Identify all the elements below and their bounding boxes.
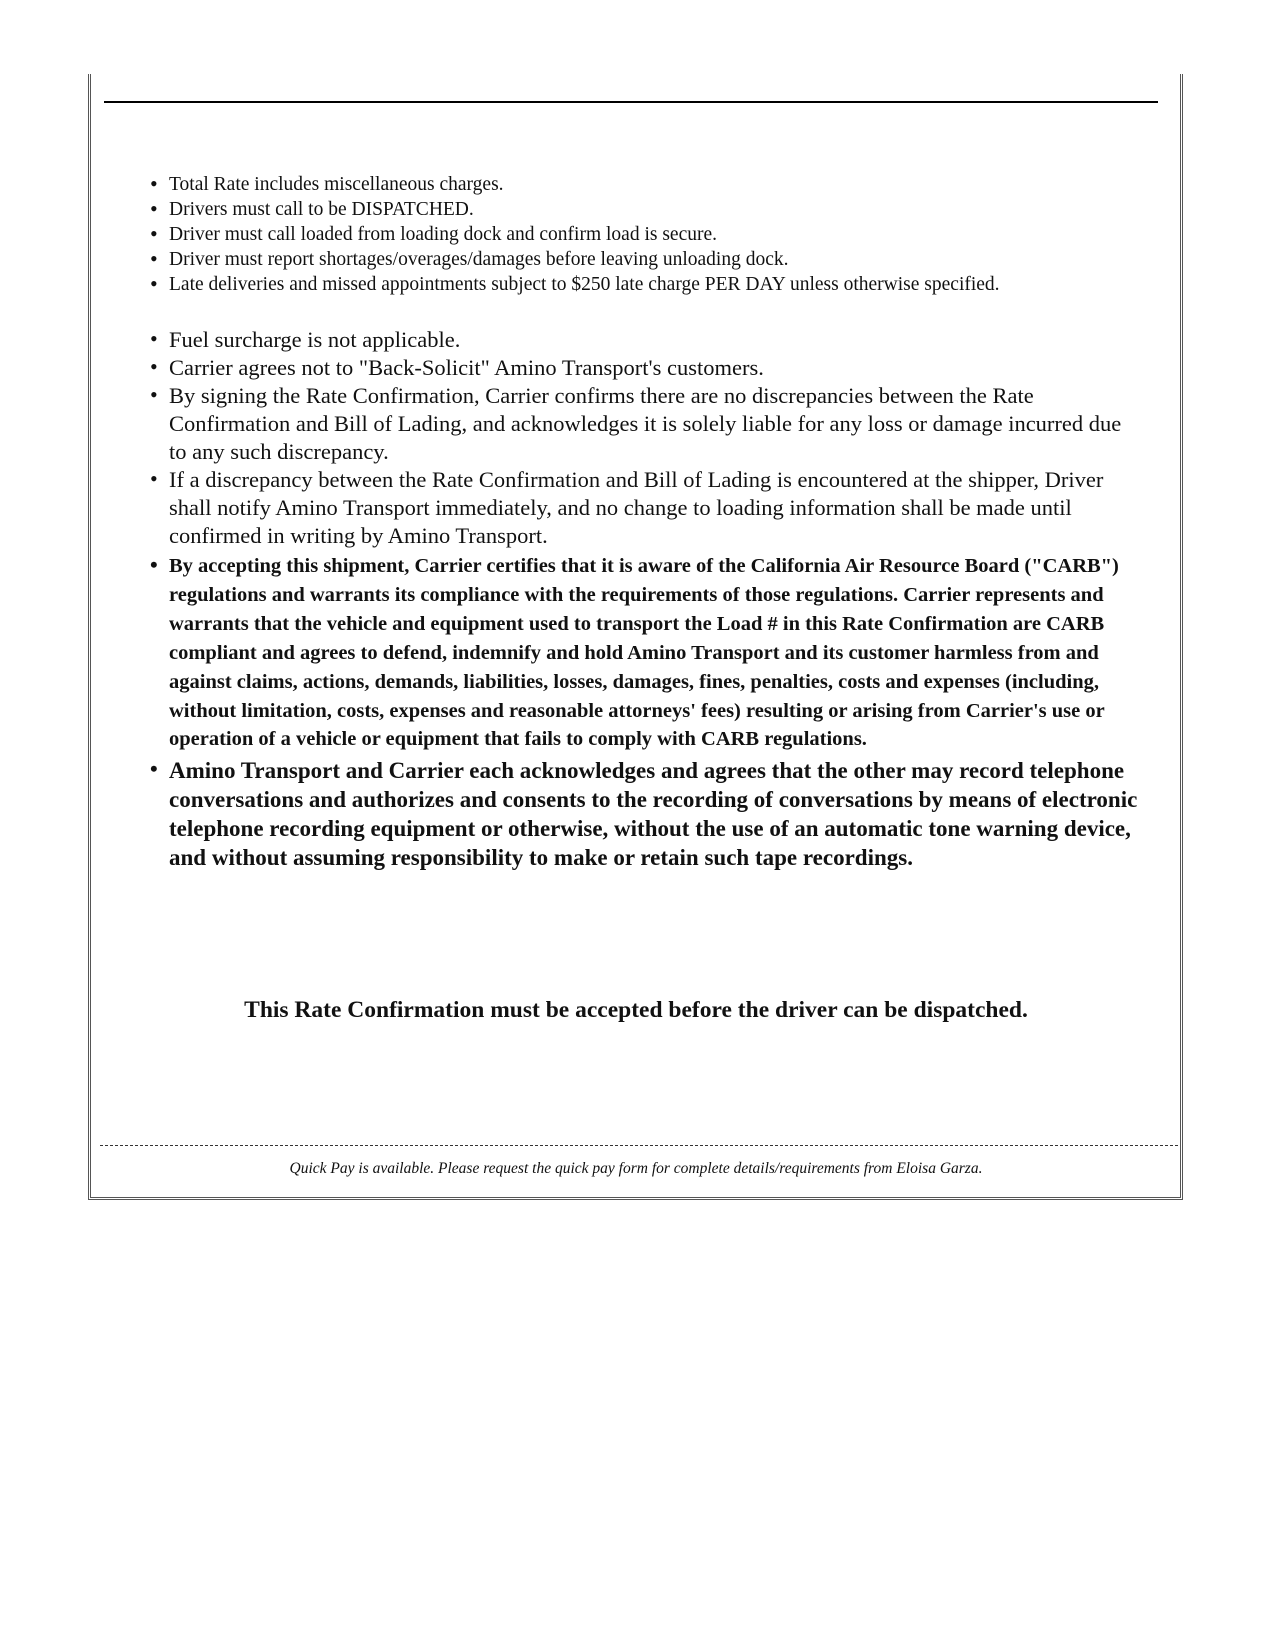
term-text: Late deliveries and missed appointments subject to $250 late charge PER DAY unless otherwise specified.	[169, 274, 1000, 295]
bullet-icon: •	[150, 221, 158, 246]
terms-list-large	[144, 326, 1144, 872]
bullet-icon: •	[150, 382, 158, 407]
bullet-icon: •	[150, 756, 158, 782]
bullet-icon: •	[150, 196, 158, 221]
term-text: By signing the Rate Confirmation, Carrier confirms there are no discrepancies between the Rate Confirmation and Bill of Lading, and acknowledges it is solely liable for any loss or damage incurred due to any such discrepancy.	[169, 383, 1122, 464]
horizontal-rule	[104, 101, 1158, 103]
quick-pay-note: Quick Pay is available. Please request the quick pay form for complete details/requirements from Eloisa Garza.	[289, 1160, 983, 1177]
list-item	[144, 466, 1144, 550]
list-item	[144, 326, 1144, 354]
dashed-divider	[100, 1145, 1178, 1146]
term-text: Driver must report shortages/overages/damages before leaving unloading dock.	[169, 249, 789, 270]
carb-clause-text: By accepting this shipment, Carrier certifies that it is aware of the California Air Resource Board ("CARB") regulations and warrants its compliance with the requirements of those regulations. Carrier represents and warrants that the vehicle and equipment used to transport the Load # in this Rate Confirmation are CARB compliant and agrees to defend, indemnify and hold Amino Transport and its customer harmless from and against claims, actions, demands, liabilities, losses, damages, fines, penalties, costs and expenses (including, without limitation, costs, expenses and reasonable attorneys' fees) resulting or arising from Carrier's use or operation of a vehicle or equipment that fails to comply with CARB regulations.	[169, 555, 1119, 751]
list-item	[144, 247, 1144, 272]
list-item	[144, 197, 1144, 222]
recording-clause-text: Amino Transport and Carrier each acknowledges and agrees that the other may record telephone conversations and authorizes and consents to the recording of conversations by means of electronic telephone recording equipment or otherwise, without the use of an automatic tone warning device, and without assuming responsibility to make or retain such tape recordings.	[169, 758, 1138, 871]
list-item	[144, 272, 1144, 297]
bullet-icon: •	[150, 552, 158, 577]
term-text: Total Rate includes miscellaneous charges.	[169, 174, 504, 195]
list-item	[144, 222, 1144, 247]
term-text: Drivers must call to be DISPATCHED.	[169, 199, 474, 220]
bullet-icon: •	[150, 171, 158, 196]
bullet-icon: •	[150, 354, 158, 379]
term-text: Fuel surcharge is not applicable.	[169, 327, 461, 352]
terms-list-small	[144, 172, 1144, 297]
list-item	[144, 354, 1144, 382]
dispatch-notice: This Rate Confirmation must be accepted before the driver can be dispatched.	[244, 997, 1028, 1023]
bullet-icon: •	[150, 271, 158, 296]
term-text: If a discrepancy between the Rate Confirmation and Bill of Lading is encountered at the shipper, Driver shall notify Amino Transport immediately, and no change to loading information shall be made until confirmed in writing by Amino Transport.	[169, 467, 1104, 548]
list-item	[144, 172, 1144, 197]
bullet-icon: •	[150, 246, 158, 271]
bullet-icon: •	[150, 326, 158, 351]
list-item	[144, 382, 1144, 466]
recording-clause	[144, 756, 1144, 872]
term-text: Carrier agrees not to "Back-Solicit" Amino Transport's customers.	[169, 355, 764, 380]
term-text: Driver must call loaded from loading dock and confirm load is secure.	[169, 224, 717, 245]
carb-clause	[144, 552, 1144, 754]
bullet-icon: •	[150, 466, 158, 491]
